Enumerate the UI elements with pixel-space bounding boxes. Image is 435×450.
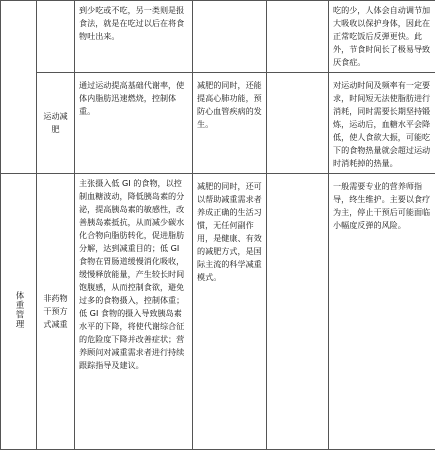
- advantage-cell: [193, 1, 267, 73]
- category-cell: [1, 174, 37, 450]
- advantage-cell: 减肥的同时，还可以帮助减重需求者养成正确的生活习惯，无任何副作用，是健康、有效的减肥方式，是国际主流的科学减重模式。: [193, 174, 267, 450]
- category-label: 体重管理: [12, 291, 25, 329]
- subcategory-cell: 运动减肥: [37, 73, 75, 174]
- extra-cell: [267, 174, 329, 450]
- subcategory-cell: [37, 1, 75, 73]
- category-cell: [1, 1, 37, 73]
- disadvantage-cell: 一般需要专业的营养师指导，终生维护。主要以食疗为主，停止干预后可能面临小幅度反弹的风险。: [329, 174, 435, 450]
- extra-cell: [267, 1, 329, 73]
- category-cell: [1, 73, 37, 174]
- method-cell: 通过运动提高基础代谢率，使体内脂肪迅速燃烧，控制体重。: [75, 73, 193, 174]
- table-row: [1, 1, 435, 73]
- subcategory-cell: 非药物干预方式减重: [37, 174, 75, 450]
- extra-cell: [267, 73, 329, 174]
- disadvantage-cell: 对运动时间及频率有一定要求，时间短无法使脂肪进行消耗，同时需要长期坚持锻炼，运动后，血糖水平会降低，使人食欲大振，可能吃下的食物热量就会超过运动时消耗掉的热量。: [329, 73, 435, 174]
- method-cell: 到少吃或不吃，另一类则是报食法，就是在吃过以后在将食物吐出来。: [75, 1, 193, 73]
- disadvantage-cell: 吃的少，人体会自动调节加大吸收以保护身体，因此在正常吃饭后反弹更快。此外，节食时间长了极易导致厌食症。: [329, 1, 435, 73]
- table-row: [1, 174, 435, 450]
- method-cell: 主张摄入低 GI 的食物，以控制血糖波动，降低胰岛素的分泌，提高胰岛素的敏感性，改善胰岛素抵抗，从而减少碳水化合物向脂肪转化，促进脂肪分解，达到减重目的；低 GI 食物在胃肠道缓慢消化吸收，缓慢释放能量，产生较长时间饱腹感，从而控制食欲，避免过多的食物摄入，控制体重；低 GI 食物的摄入导致胰岛素水平的下降，将使代谢综合征的危险度下降并改善症状；营养顾问对减重需求者进行持续跟踪指导及建议。: [75, 174, 193, 450]
- advantage-cell: 减肥的同时，还能提高心肺功能，预防心血管疾病的发生。: [193, 73, 267, 174]
- table-row: [1, 73, 435, 174]
